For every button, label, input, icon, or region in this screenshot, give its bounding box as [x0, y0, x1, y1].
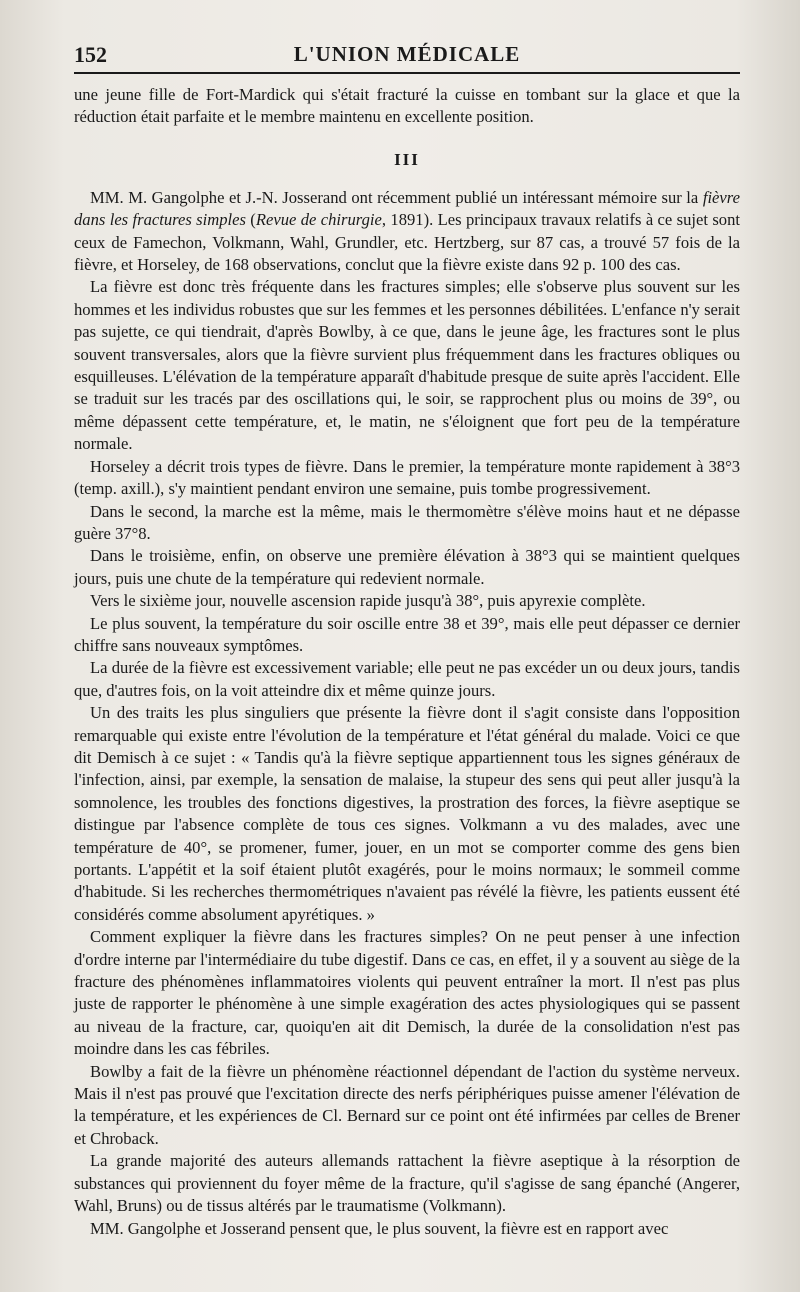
paragraph: La grande majorité des auteurs allemands rattachent la fièvre aseptique à la résorption de substances qui proviennent du foyer même de la fracture, qu'il s'agisse de sang épanché (Angerer, Wahl, Bruns) ou de tissus altérés par le traumatisme (Volkmann).	[74, 1151, 740, 1216]
paragraph: Vers le sixième jour, nouvelle ascension rapide jusqu'à 38°, puis apyrexie complète.	[90, 591, 646, 611]
intro-open-paren: (	[245, 210, 256, 230]
page-header	[74, 38, 740, 74]
page-number: 152	[74, 42, 107, 67]
paragraph: Dans le second, la marche est la même, mais le thermomètre s'élève moins haut et ne dépasse guère 37°8.	[74, 501, 740, 543]
paragraph: Bowlby a fait de la fièvre un phénomène réactionnel dépendant de l'action du système nerveux. Mais il n'est pas prouvé que l'excitation directe des nerfs périphériques puisse amener l'élévation de la température, et les expériences de Cl. Bernard sur ce point ont été infirmées par celles de Brener et Chroback.	[74, 1061, 740, 1148]
section-heading: III	[394, 149, 420, 169]
intro-rest: , 1891). Les principaux travaux relatifs à ce sujet sont ceux de Famechon, Volkmann, Wahl, Grundler, etc. Hertzberg, sur 87 cas, a trouvé 57 fois de la fièvre, et Horseley, de 168 observations, conclut que la fièvre existe dans 92 p. 100 des cas.	[74, 210, 740, 275]
intro-lead: MM. M. Gangolphe et J.-N. Josserand ont récemment publié un intéressant mémoire sur la	[90, 187, 703, 207]
paragraph: Horseley a décrit trois types de fièvre. Dans le premier, la température monte rapidement à 38°3 (temp. axill.), s'y maintient pendant environ une semaine, puis tombe progressivement.	[74, 456, 740, 499]
paragraph-continuation: une jeune fille de Fort-Mardick qui s'était fracturé la cuisse en tombant sur la glace et que la réduction était parfaite et le membre maintenu en excellente position.	[74, 85, 740, 127]
paragraph: Dans le troisième, enfin, on observe une première élévation à 38°3 qui se maintient quelques jours, puis une chute de la température qui redevient normale.	[74, 546, 740, 588]
paragraph: La durée de la fièvre est excessivement variable; elle peut ne pas excéder un ou deux jours, tandis que, d'autres fois, on la voit atteindre dix et même quinze jours.	[74, 658, 740, 700]
paragraph: MM. Gangolphe et Josserand pensent que, le plus souvent, la fièvre est en rapport avec	[90, 1218, 669, 1238]
intro-italic-title: fièvre dans les fractures simples	[74, 187, 740, 230]
intro-italic-journal: Revue de chirurgie	[255, 210, 382, 230]
paragraph: Comment expliquer la fièvre dans les fractures simples? On ne peut penser à une infection d'ordre interne par l'intermédiaire du tube digestif. Dans ce cas, en effet, il y a souvent au siège de la fracture des phénomènes inflammatoires violents qui peuvent entraîner la mort. Il n'est pas plus juste de rapporter le phénomène à une simple exagération des actes physiologiques qui se passent au niveau de la fracture, car, quoiqu'en ait dit Demisch, la durée de la consolidation n'est pas moindre dans les cas fébriles.	[74, 927, 740, 1059]
paragraph: Un des traits les plus singuliers que présente la fièvre dont il s'agit consiste dans l'opposition remarquable qui existe entre l'évolution de la température et l'état général du malade. Voici ce que dit Demisch à ce sujet : « Tandis qu'à la fièvre septique appartiennent tous les signes généraux de l'infection, ainsi, par exemple, la sensation de malaise, la stupeur des sens qui peut aller jusqu'à la somnolence, les troubles des fonctions digestives, la prostration des forces, la fièvre aseptique se distingue par l'absence complète de tous ces signes. Volkmann a vu des malades, avec une température de 40°, se promener, fumer, jouer, en un mot se comporter comme des gens bien portants. L'appétit et la soif étaient plutôt exagérés, pour le moins normaux; le sommeil comme d'habitude. Si les recherches thermométriques n'avaient pas révélé la fièvre, les patients eussent été considérés comme absolument apyrétiques. »	[74, 703, 740, 924]
article-body	[74, 74, 740, 1240]
paragraph: Le plus souvent, la température du soir oscille entre 38 et 39°, mais elle peut dépasser ce dernier chiffre sans nouveaux symptômes.	[74, 613, 740, 655]
running-title: L'UNION MÉDICALE	[293, 42, 521, 66]
paragraph-intro	[74, 187, 740, 277]
paragraph: La fièvre est donc très fréquente dans les fractures simples; elle s'observe plus souvent sur les hommes et les individus robustes que sur les femmes et les personnes débilitées. L'enfance n'y serait pas sujette, ce qui tiendrait, d'après Bowlby, à ce que, dans le jeune âge, les fractures sont le plus souvent transversales, alors que la fièvre survient plus fréquemment dans les fractures obliques ou esquilleuses. L'élévation de la température apparaît d'habitude presque de suite après l'accident. Elle se traduit sur les tracés par des oscillations qui, le soir, se rapprochent plus ou moins de 39°, ou même dépassent cette température, et, le matin, ne s'éloignent que fort peu de la température normale.	[74, 277, 740, 454]
